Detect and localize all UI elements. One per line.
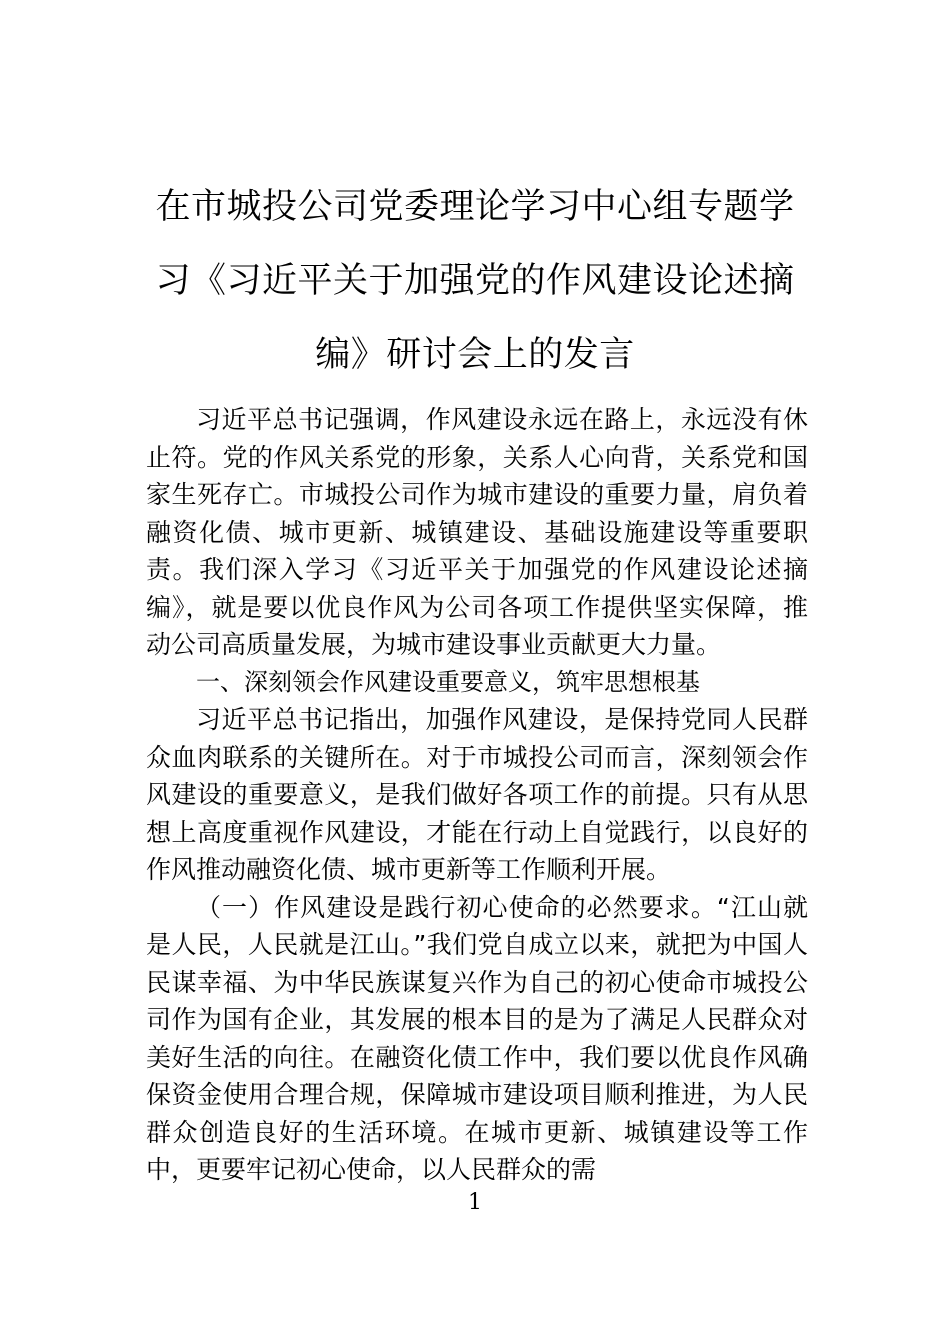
paragraph-section-one: 习近平总书记指出，加强作风建设，是保持党同人民群众血肉联系的关键所在。对于市城投公司而言，深刻领会作风建设的重要意义，是我们做好各项工作的前提。只有从思想上高度重视作风建设，才能在行动上自觉践行，以良好的作风推动融资化债、城市更新等工作顺利开展。 (146, 705, 808, 884)
paragraph-intro: 习近平总书记强调，作风建设永远在路上，永远没有休止符。党的作风关系党的形象，关系人心向背，关系党和国家生死存亡。市城投公司作为城市建设的重要力量，肩负着融资化债、城市更新、城镇建设、基础设施建设等重要职责。我们深入学习《习近平关于加强党的作风建设论述摘编》，就是要以优良作风为公司各项工作提供坚实保障，推动公司高质量发展，为城市建设事业贡献更大力量。 (146, 405, 808, 659)
section-heading: 一、深刻领会作风建设重要意义，筑牢思想根基 (196, 667, 700, 696)
title-line: 习《习近平关于加强党的作风建设论述摘 (155, 261, 795, 301)
page-number: 1 (468, 1190, 482, 1215)
document-body (146, 401, 808, 1189)
title-line: 编》研讨会上的发言 (315, 335, 635, 375)
paragraph-subsection-one: （一）作风建设是践行初心使命的必然要求。“江山就是人民，人民就是江山。”我们党自成立以来，就把为中国人民谋幸福、为中华民族谋复兴作为自己的初心使命市城投公司作为国有企业，其发展的根本目的是为了满足人民群众对美好生活的向往。在融资化债工作中，我们要以优良作风确保资金使用合理合规，保障城市建设项目顺利推进，为人民群众创造良好的生活环境。在城市更新、城镇建设等工作中，更要牢记初心使命，以人民群众的需 (146, 892, 808, 1184)
title-line: 在市城投公司党委理论学习中心组专题学 (155, 187, 795, 227)
document-title (140, 170, 810, 392)
